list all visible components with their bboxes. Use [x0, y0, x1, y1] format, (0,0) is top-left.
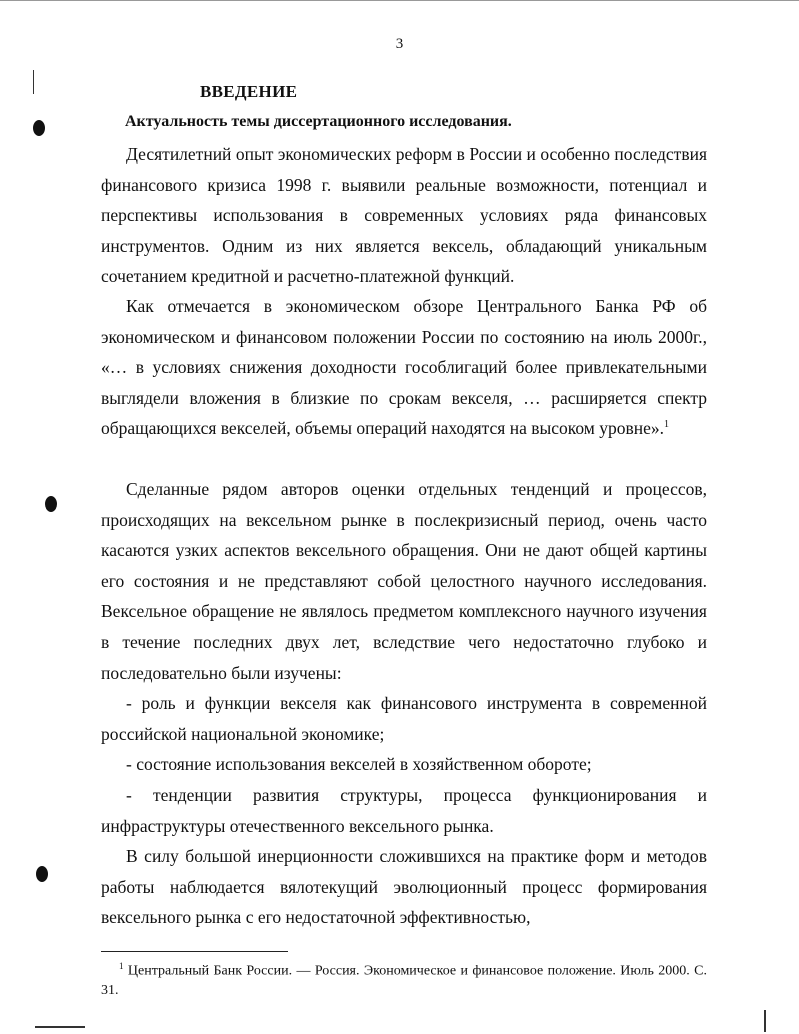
- footnote-mark: 1: [119, 961, 124, 971]
- scan-hole-mark: [36, 866, 48, 882]
- paragraph-4: В силу большой инерционности сложившихся на практике форм и методов работы наблюдается вялотекущий эволюционный процесс формирования вексельного рынка с его недостаточной эффективностью,: [101, 846, 707, 928]
- paragraph-3: Сделанные рядом авторов оценки отдельных тенденций и процессов, происходящих на вексельном рынке в послекризисный период, очень часто касаются узких аспектов вексельного обращения. Они не дают общей картины его состояния и не представляют собой целостного научного исследования. Вексельное обращение не являлось предметом комплексного научного изучения в течение последних двух лет, вследствие чего недостаточно глубоко и последовательно были изучены:: [101, 479, 707, 683]
- scan-edge-line: [764, 1010, 766, 1032]
- list-item: - роль и функции векселя как финансового инструмента в современной российской национальной экономике;: [101, 693, 707, 744]
- scan-hole-mark: [33, 120, 45, 136]
- subsection-heading: Актуальность темы диссертационного исследования.: [125, 113, 512, 130]
- scan-edge-line: [35, 1026, 85, 1028]
- footnote-reference: 1: [664, 419, 669, 431]
- list-item: - тенденции развития структуры, процесса функционирования и инфраструктуры отечественного вексельного рынка.: [101, 785, 707, 836]
- paragraph-2: Как отмечается в экономическом обзоре Центрального Банка РФ об экономическом и финансовом положении России по состоянию на июль 2000г., «… в условиях снижения доходности гособлигаций более привлекательными выглядели вложения в близкие по срокам векселя, … расширяется спектр обращающихся векселей, объемы операций находятся на высоком уровне».$^1$: [101, 296, 707, 439]
- list-item: - состояние использования векселей в хозяйственном обороте;: [126, 754, 592, 774]
- section-heading: ВВЕДЕНИЕ: [200, 82, 298, 101]
- page-number: 3: [395, 36, 404, 52]
- footnote: $^1$ Центральный Банк России. — Россия. Экономическое и финансовое положение. Июль 2000. С. 31.: [101, 961, 707, 998]
- footnote-divider: [101, 951, 288, 952]
- scan-hole-mark: [45, 496, 57, 512]
- scan-edge-line: [33, 70, 34, 94]
- scan-edge-line: [0, 0, 799, 1]
- paragraph-1: Десятилетний опыт экономических реформ в России и особенно последствия финансового кризиса 1998 г. выявили реальные возможности, потенциал и перспективы использования в современных условиях ряда финансовых инструментов. Одним из них является вексель, обладающий уникальным сочетанием кредитной и расчетно-платежной функций.: [101, 144, 707, 287]
